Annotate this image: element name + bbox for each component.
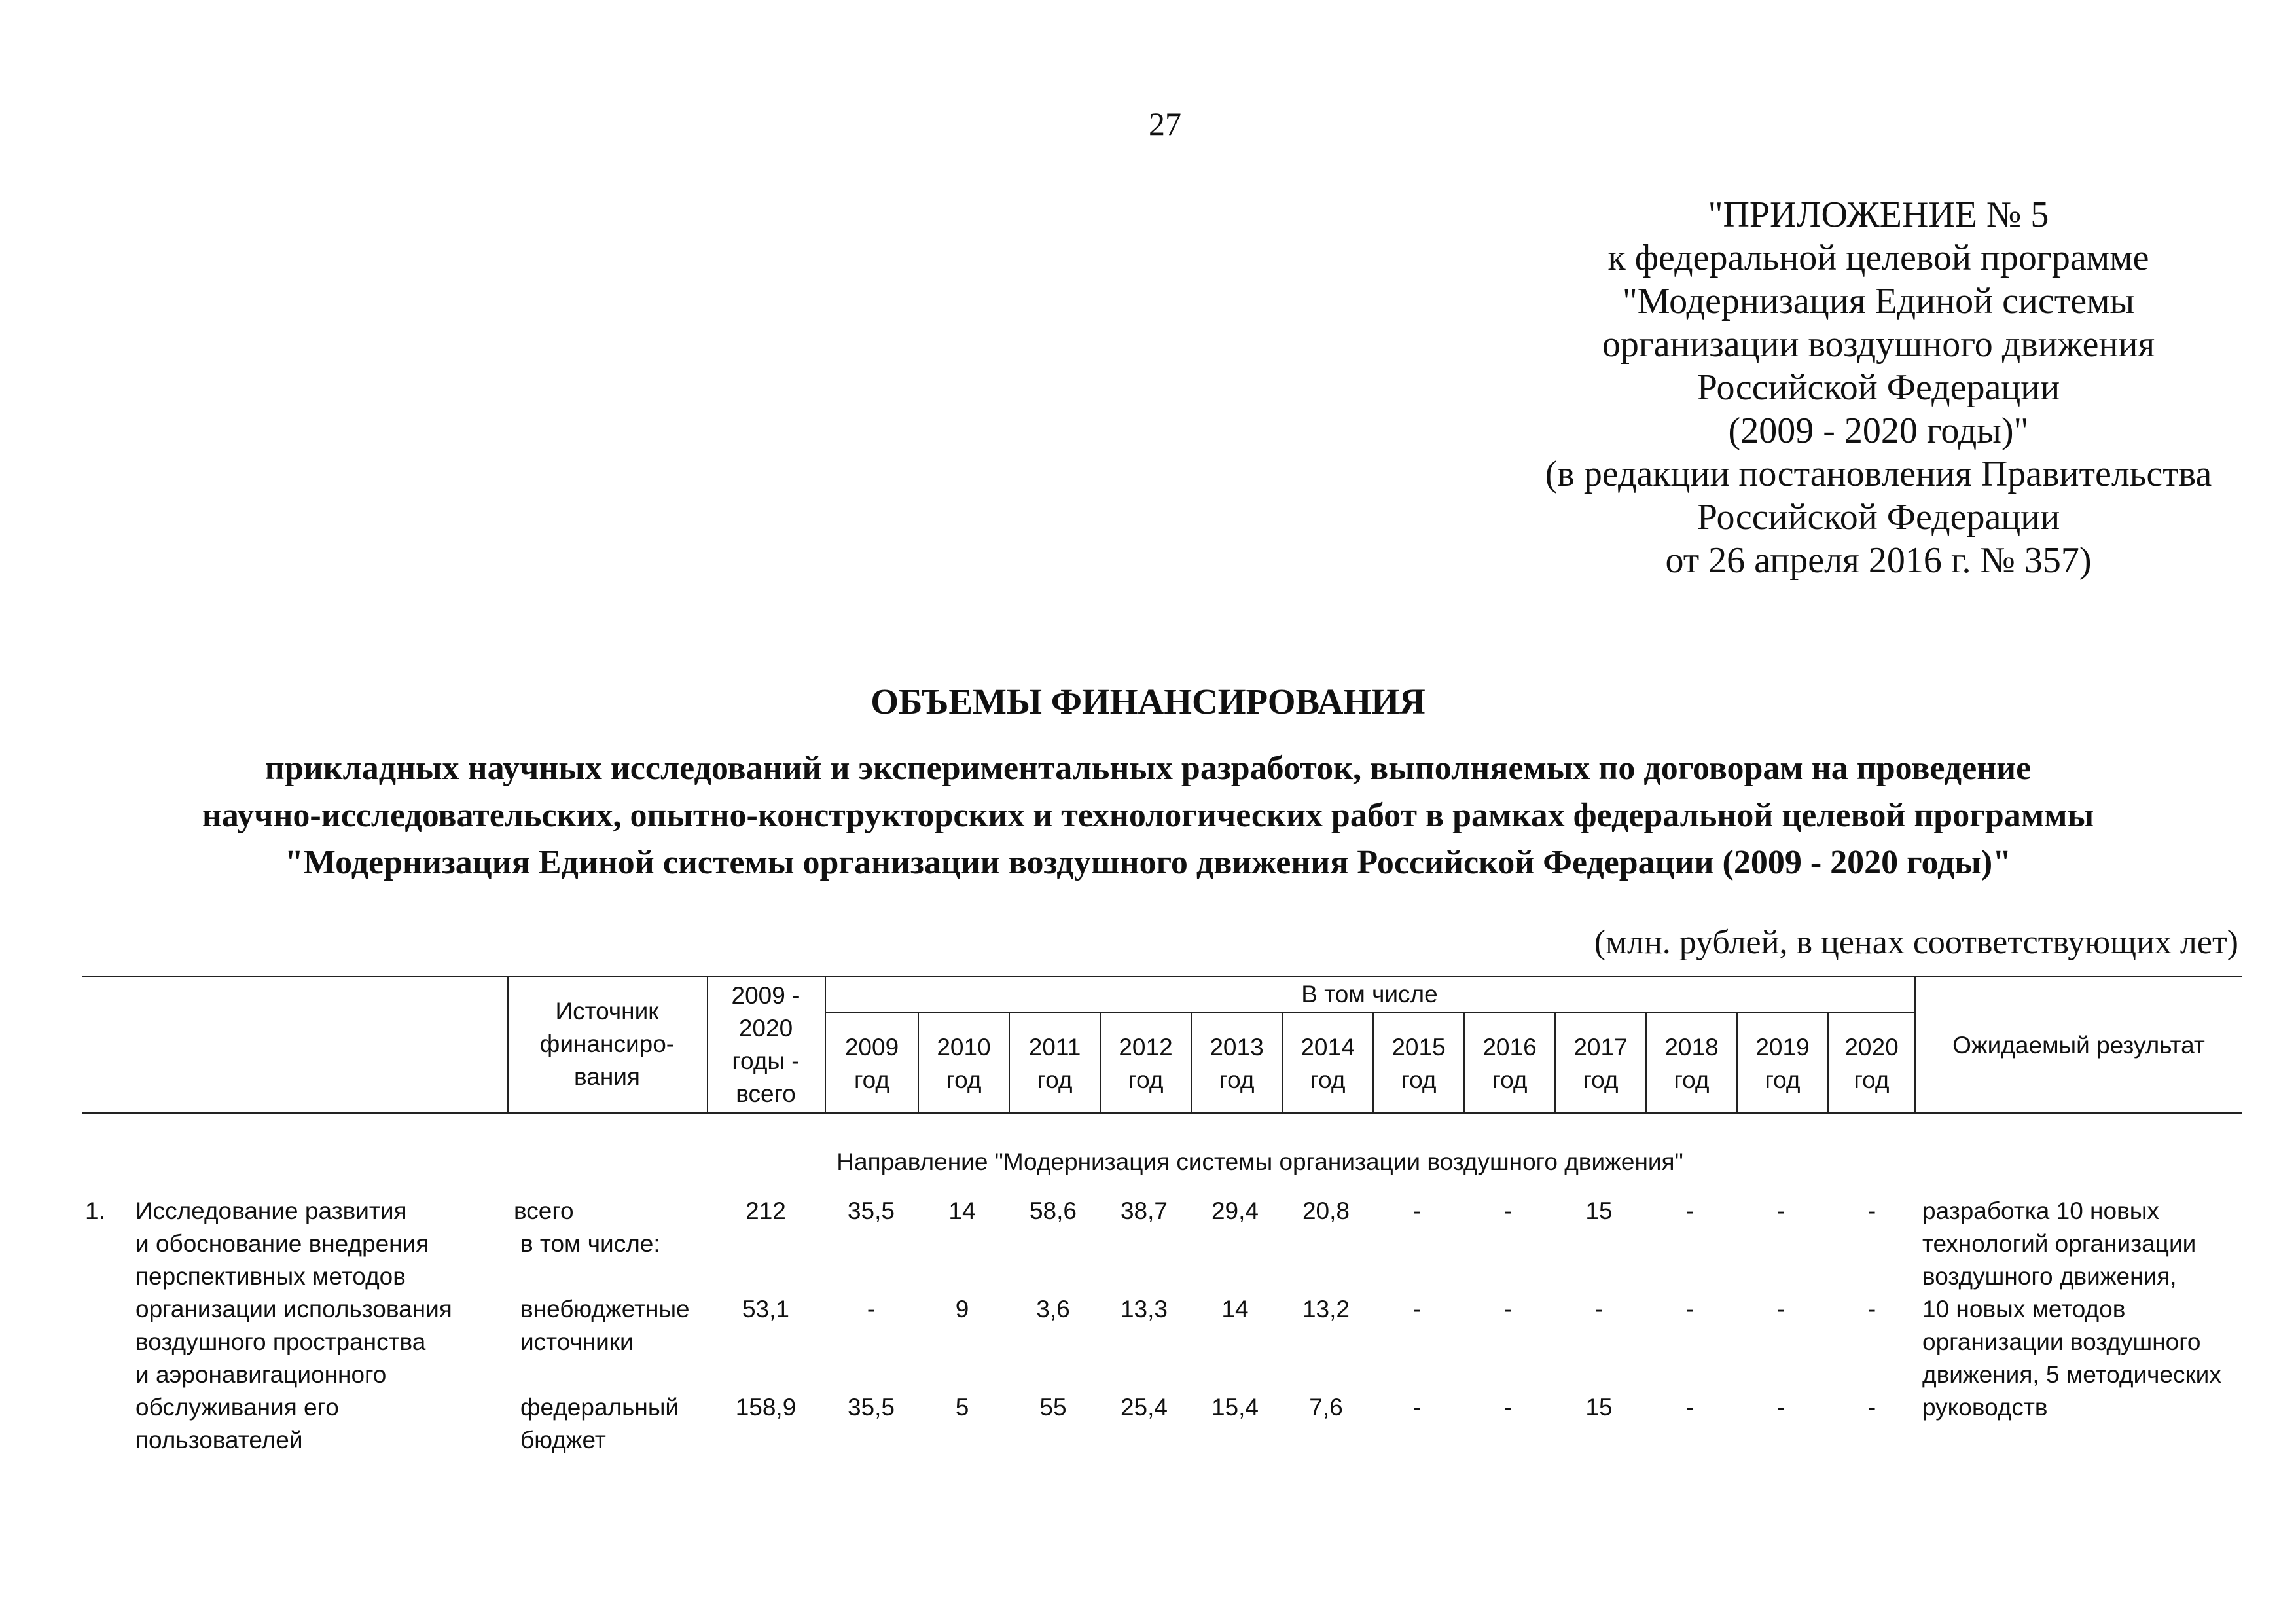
source-line: федеральный xyxy=(520,1394,679,1421)
value-cell: 14 xyxy=(1221,1296,1249,1322)
result-line: движения, 5 методических xyxy=(1922,1361,2221,1388)
appendix-line: Российской Федерации xyxy=(1696,367,2060,408)
financing-table xyxy=(82,976,2242,1499)
appendix-line: организации воздушного движения xyxy=(1602,324,2155,365)
item-name-line: и аэронавигационного xyxy=(135,1361,387,1388)
item-number: 1. xyxy=(85,1197,105,1224)
value-cell: - xyxy=(1503,1197,1513,1224)
header-year xyxy=(1192,1031,1282,1097)
year-label: 2015 xyxy=(1391,1034,1446,1061)
header-result: Ожидаемый результат xyxy=(1952,1032,2205,1059)
value-cell: 13,3 xyxy=(1120,1296,1168,1322)
year-word: год xyxy=(1310,1067,1346,1093)
year-label: 2020 xyxy=(1844,1034,1899,1061)
year-label: 2016 xyxy=(1482,1034,1537,1061)
subtitle-line: "Модернизация Единой системы организации воздушного движения Российской Федерации (2009 - 2020 годы)" xyxy=(284,844,2012,881)
year-word: год xyxy=(1401,1067,1437,1093)
source-line: бюджет xyxy=(520,1427,606,1453)
source-federal xyxy=(520,1391,679,1457)
result-line: воздушного движения, xyxy=(1922,1263,2177,1290)
appendix-line: к федеральной целевой программе xyxy=(1607,238,2149,278)
value-cell: - xyxy=(1867,1197,1876,1224)
header-total xyxy=(707,979,825,1110)
year-label: 2010 xyxy=(937,1034,991,1061)
header-year xyxy=(1465,1031,1554,1097)
source-total: всего xyxy=(514,1197,574,1224)
item-name-line: обслуживания его xyxy=(135,1394,339,1421)
result-line: технологий организации xyxy=(1922,1230,2197,1257)
value-cell: - xyxy=(1685,1394,1695,1421)
year-label: 2011 xyxy=(1028,1034,1081,1061)
year-word: год xyxy=(1492,1067,1528,1093)
year-word: год xyxy=(1854,1067,1890,1093)
document-title: ОБЪЕМЫ ФИНАНСИРОВАНИЯ xyxy=(870,682,1426,721)
value-cell: - xyxy=(867,1296,876,1322)
source-including: в том числе: xyxy=(520,1230,660,1257)
value-cell: 29,4 xyxy=(1211,1197,1259,1224)
direction-heading: Направление "Модернизация системы организации воздушного движения" xyxy=(836,1148,1683,1175)
year-label: 2013 xyxy=(1210,1034,1264,1061)
value-cell: - xyxy=(1867,1296,1876,1322)
header-total-line: 2020 xyxy=(738,1015,793,1042)
year-label: 2019 xyxy=(1755,1034,1810,1061)
item-name-line: Исследование развития xyxy=(135,1197,407,1224)
units-note: (млн. рублей, в ценах соответствующих лет) xyxy=(1594,924,2238,961)
header-bottom-rule xyxy=(82,1112,2242,1114)
source-line: внебюджетные xyxy=(520,1296,690,1322)
result-line: 10 новых методов xyxy=(1922,1296,2126,1322)
item-name-line: перспективных методов xyxy=(135,1263,406,1290)
document-subtitle xyxy=(65,745,2231,886)
appendix-line: Российской Федерации xyxy=(1696,497,2060,538)
value-cell: 25,4 xyxy=(1120,1394,1168,1421)
appendix-block xyxy=(1505,193,2251,582)
value-cell: 35,5 xyxy=(847,1394,895,1421)
value-cell: 55 xyxy=(1039,1394,1067,1421)
value-cell: 15 xyxy=(1585,1394,1613,1421)
header-total-line: 2009 - xyxy=(731,982,800,1009)
year-label: 2009 xyxy=(844,1034,899,1061)
value-cell: - xyxy=(1776,1296,1785,1322)
header-year xyxy=(1374,1031,1463,1097)
value-cell: 53,1 xyxy=(742,1296,789,1322)
header-including: В том числе xyxy=(1301,981,1438,1008)
value-cell: 15 xyxy=(1585,1197,1613,1224)
appendix-line: (в редакции постановления Правительства xyxy=(1545,454,2212,494)
value-cell: 20,8 xyxy=(1302,1197,1350,1224)
header-total-line: годы - xyxy=(732,1048,800,1074)
subtitle-line: научно-исследовательских, опытно-конструкторских и технологических работ в рамках федеральной целевой программы xyxy=(202,797,2094,834)
header-year xyxy=(1283,1031,1372,1097)
year-word: год xyxy=(1583,1067,1619,1093)
item-name-line: и обоснование внедрения xyxy=(135,1230,429,1257)
value-cell: 7,6 xyxy=(1309,1394,1343,1421)
value-cell: - xyxy=(1685,1296,1695,1322)
source-line: источники xyxy=(520,1328,634,1355)
source-extrabudgetary xyxy=(520,1293,690,1359)
item-name xyxy=(135,1195,452,1457)
value-cell: - xyxy=(1685,1197,1695,1224)
year-word: год xyxy=(1219,1067,1255,1093)
value-cell: 9 xyxy=(955,1296,969,1322)
header-total-line: всего xyxy=(736,1080,796,1107)
value-cell: 15,4 xyxy=(1211,1394,1259,1421)
year-label: 2018 xyxy=(1664,1034,1719,1061)
header-year xyxy=(1738,1031,1827,1097)
value-cell: - xyxy=(1412,1197,1422,1224)
year-word: год xyxy=(1765,1067,1801,1093)
appendix-line: "Модернизация Единой системы xyxy=(1622,281,2135,321)
year-label: 2014 xyxy=(1300,1034,1355,1061)
value-cell: - xyxy=(1503,1394,1513,1421)
appendix-line: от 26 апреля 2016 г. № 357) xyxy=(1665,540,2092,581)
header-year xyxy=(1647,1031,1736,1097)
header-year xyxy=(1101,1031,1191,1097)
value-cell: 5 xyxy=(955,1394,969,1421)
year-word: год xyxy=(853,1067,890,1093)
value-cell: 13,2 xyxy=(1302,1296,1350,1322)
item-name-line: пользователей xyxy=(135,1427,303,1453)
header-year xyxy=(1010,1031,1100,1097)
page-number: 27 xyxy=(1149,105,1181,142)
value-cell: 38,7 xyxy=(1120,1197,1168,1224)
value-cell: 3,6 xyxy=(1036,1296,1070,1322)
subheader-rule xyxy=(825,1012,1914,1013)
value-cell: - xyxy=(1503,1296,1513,1322)
item-name-line: воздушного пространства xyxy=(135,1328,426,1355)
subtitle-line: прикладных научных исследований и экспериментальных разработок, выполняемых по договорам на проведение xyxy=(264,750,2032,787)
header-source-line: финансиро- xyxy=(539,1030,675,1057)
value-cell: 35,5 xyxy=(847,1197,895,1224)
year-word: год xyxy=(1674,1067,1710,1093)
header-year xyxy=(1829,1031,1914,1097)
year-word: год xyxy=(1128,1067,1164,1093)
value-cell: - xyxy=(1776,1394,1785,1421)
year-word: год xyxy=(946,1067,982,1093)
year-label: 2012 xyxy=(1119,1034,1173,1061)
header-year xyxy=(1556,1031,1645,1097)
value-cell: - xyxy=(1594,1296,1604,1322)
value-cell: 212 xyxy=(745,1197,786,1224)
appendix-line: (2009 - 2020 годы)" xyxy=(1728,410,2029,451)
result-line: организации воздушного xyxy=(1922,1328,2201,1355)
expected-result xyxy=(1922,1195,2221,1424)
header-year xyxy=(826,1031,918,1097)
value-cell: - xyxy=(1867,1394,1876,1421)
value-cell: 58,6 xyxy=(1029,1197,1077,1224)
year-word: год xyxy=(1037,1067,1073,1093)
header-source xyxy=(507,995,707,1093)
item-name-line: организации использования xyxy=(135,1296,452,1322)
result-line: разработка 10 новых xyxy=(1922,1197,2159,1224)
table-top-rule xyxy=(82,976,2242,977)
header-year xyxy=(919,1031,1009,1097)
value-cell: 14 xyxy=(948,1197,976,1224)
header-source-line: вания xyxy=(574,1063,640,1090)
appendix-line: "ПРИЛОЖЕНИЕ № 5 xyxy=(1708,194,2049,235)
value-cell: 158,9 xyxy=(735,1394,797,1421)
header-source-line: Источник xyxy=(555,998,659,1025)
year-label: 2017 xyxy=(1573,1034,1628,1061)
result-line: руководств xyxy=(1922,1394,2048,1421)
value-cell: - xyxy=(1412,1394,1422,1421)
value-cell: - xyxy=(1776,1197,1785,1224)
value-cell: - xyxy=(1412,1296,1422,1322)
